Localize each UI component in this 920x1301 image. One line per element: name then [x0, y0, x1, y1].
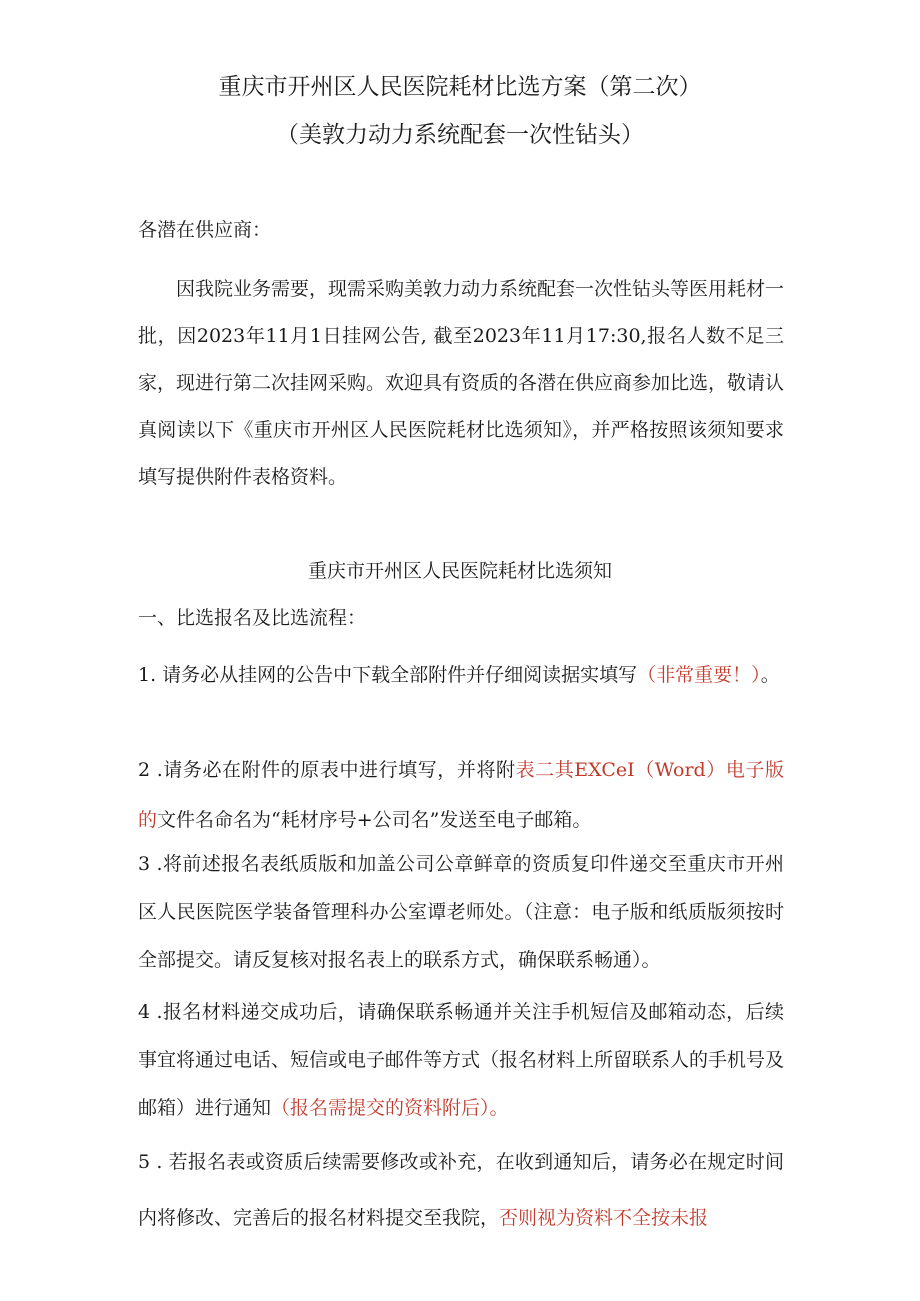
item-2-text: 2 .请务必在附件的原表中进行填写，并将附	[138, 759, 516, 781]
item-1-end: 。	[760, 664, 780, 686]
notice-title: 重庆市开州区人民医院耗材比选须知	[307, 560, 612, 582]
item-4-highlight: （报名需提交的资料附后）。	[271, 1097, 509, 1119]
item-4-text: 4 .报名材料递交成功后，请确保联系畅通并关注手机短信及邮箱动态，后续事宜将通过电话、短信或电子邮件等方式（报名材料上所留联系人的手机号及邮箱）进行通知	[138, 1001, 785, 1119]
intro-paragraph: 因我院业务需要，现需采购美敦力动力系统配套一次性钻头等医用耗材一批，因2023年11月1日挂网公告, 截至2023年11月17:30,报名人数不足三家，现进行第二次挂网采购。欢迎具有资质的各潜在供应商参加比选，敬请认真阅读以下《重庆市开州区人民医院耗材比选须知》，并严格按照该须知要求填写提供附件表格资料。	[138, 278, 785, 488]
item-2	[138, 745, 784, 845]
item-2-end: 文件名命名为“耗材序号+公司名”发送至电子邮箱。	[157, 809, 592, 831]
item-5-highlight: 否则视为资料不全按未报	[499, 1207, 709, 1229]
section-heading: 一、比选报名及比选流程：	[138, 607, 367, 629]
item-1-text: 1. 请务必从挂网的公告中下载全部附件并仔细阅读据实填写	[138, 664, 638, 686]
item-3: 3 .将前述报名表纸质版和加盖公司公章鲜章的资质复印件递交至重庆市开州区人民医院医学装备管理科办公室谭老师处。（注意：电子版和纸质版须按时全部提交。请反复核对报名表上的联系方式，确保联系畅通）。	[138, 853, 784, 971]
item-5	[138, 1134, 784, 1246]
item-1	[138, 650, 784, 700]
item-1-highlight: （非常重要！）	[637, 664, 761, 686]
item-2-highlight: 表二其EXCeI（Word）电子版的	[138, 759, 785, 831]
doc-title-line1: 重庆市开州区人民医院耗材比选方案（第二次）	[218, 74, 702, 100]
greeting: 各潜在供应商：	[138, 219, 272, 241]
item-4	[138, 988, 784, 1132]
item-5-text: 5 . 若报名表或资质后续需要修改或补充，在收到通知后，请务必在规定时间内将修改、完善后的报名材料提交至我院，	[138, 1151, 784, 1229]
doc-title-line2: （美敦力动力系统配套一次性钻头）	[276, 122, 644, 148]
